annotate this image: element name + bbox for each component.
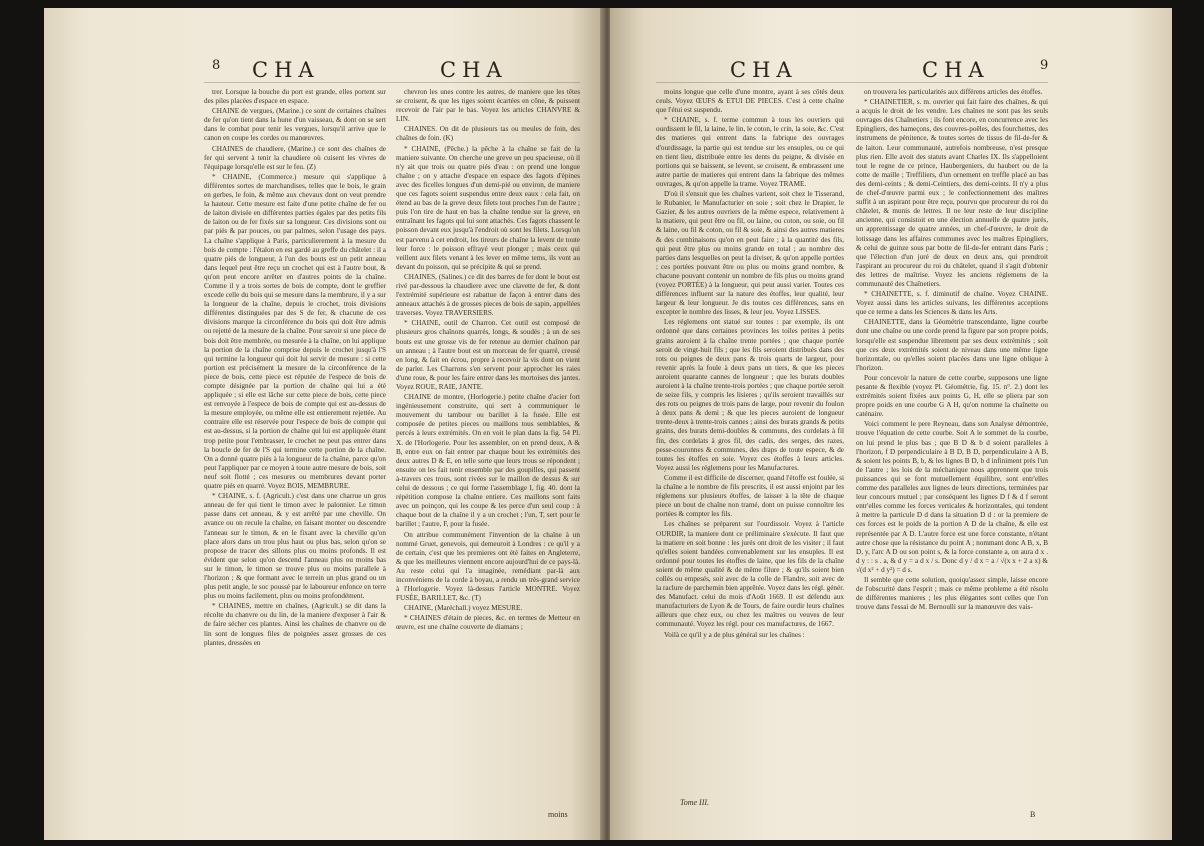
catchword: B	[1030, 810, 1036, 819]
article-paragraph: * CHAINES d'étain de pieces, &c. en termes de Metteur en œuvre, est une chaîne couverte de diamans ;	[396, 614, 580, 632]
page-number: 8	[212, 58, 221, 73]
article-paragraph: * CHAINE, (Commerce.) mesure qui s'applique à différentes sortes de marchandises, telles que le bois, le grain en gerbes, le foin, & même aux chevaux dont on veut prendre la hauteur. Cette mesure est faite d'une petite chaîne de fer ou de laiton divisée en différentes parties égales par des petits fils de laiton ou de fer fixés sur sa longueur. Ces divisions sont ou par piés & par pouces, ou par palmes, selon l'usage des pays. La chaîne s'applique à Paris, particulierement à la mesure du bois de compte : l'étalon en est gardé au greffe du châtelet : il a quatre piés de longueur, à l'un des bouts est un petit anneau dans lequel peut être reçu un crochet qui est à l'autre bout, & qu'on peut encore arrêter en d'autres points de la chaîne. Comme il y a trois sortes de bois de compte, dont le greffier excede celle du bois qui se mesure dans la membrure, il y a sur la longueur de la chaîne, depuis le crochet, trois divisions différentes distinguées par des S de fer, & chacune de ces divisions marque la circonférence du bois qui doit être admis ou rejetté de la mesure de la chaîne. Pour savoir si une piece de bois doit être membrée, ou mesurée à la chaîne, on lui applique la portion de la chaîne comprise depuis le crochet jusqu'à l'S qui termine la longueur qui doit lui servir de mesure : si cette portion est précisément la mesure de la circonférence de la piece de bois, cette piece est réputée de l'espece de bois de compte désignée par la portion de chaîne qui lui a été appliquée ; si elle est lâche sur cette piece de bois, cette piece est renvoyée à l'espece de bois de compte qui est au-dessus de la mesure employée, ou même elle est entierement rejettée. Au contraire elle est réservée pour l'espece de bois de compte qui est au-dessus, si la portion de chaîne qui lui est appliquée étant trop petite pour l'embrasser, le crochet ne peut pas entrer dans la boucle de fer de l'S qui termine cette portion de la chaîne. On a donné quatre piés à la longueur de la chaîne, parce qu'on peut l'appliquer par ce moyen à toute autre mesure de bois, soit neuf soit flotté ; ces mesures ou membrures devant porter quatre piés en quarré. Voyez BOIS, MEMBRURE.	[204, 172, 386, 491]
article-paragraph: CHAINE de vergues, (Marine.) ce sont de certaines chaînes de fer qu'on tient dans la hune d'un vaisseau, & dont on se sert dans le combat pour tenir les vergues, lorsqu'il arrive que le canon en coupe les cordes ou manœuvres.	[204, 107, 386, 143]
header-rule	[656, 82, 1048, 83]
article-paragraph: * CHAINETTE, s. f. diminutif de chaîne. Voyez CHAINE. Voyez aussi dans les articles suivans, les différentes acceptions que ce terme a dans les Sciences & dans les Arts.	[856, 290, 1048, 317]
article-paragraph: Pour concevoir la nature de cette courbe, supposons une ligne pesante & flexible (voyez Pl. Géométrie, fig. 15. n°. 2.) dont les extrémités soient fixées aux points G, H, elle se pliera par son propre poids en une courbe G A H, qu'on nomme la chaînette ou caténaire.	[856, 373, 1048, 419]
article-paragraph: chevron les unes contre les autres, de maniere que les têtes se croisent, & que les tiges soient écartées en cône, & puissent recevoir de l'air par le bas. Voyez les articles CHANVRE & LIN.	[396, 88, 580, 124]
text-column-left	[204, 88, 386, 808]
article-paragraph: CHAINES. On dit de plusieurs tas ou meules de foin, des chaînes de foin. (K)	[396, 125, 580, 143]
running-head-right: CHA	[440, 58, 508, 82]
article-paragraph: * CHAINE, (Pêche.) la pêche à la chaîne se fait de la maniere suivante. On cherche une greve un peu spacieuse, où il n'y ait que trois ou quatre piés d'eau : on prend une longue chaîne ; on y attache d'espace en espace des fagots d'épines avec des ficelles longues d'un demi-pié ou environ, de maniere que ces fagots soient suspendus entre deux eaux : cela fait, on étend au bas de la greve deux filets tout proches l'un de l'autre ; puis l'on tire de haut en bas la chaîne tendue sur la greve, en entraînant les fagots qui lui sont attachés. Ces fagots chassent le poisson devant eux jusqu'à l'endroit où sont les filets. Lorsqu'on est parvenu à cet endroit, les tireurs de chaîne la levent de toute leur force : le poisson effrayé veut plonger ; mais ceux qui veillent aux filets venant à les lever en même tems, ils vont au devant du poisson, qui se précipite & qui se prend.	[396, 144, 580, 271]
article-paragraph: CHAINES de chaudiere, (Marine.) ce sont des chaînes de fer qui servent à tenir la chaudiere où cuisent les vivres de l'équipage lorsqu'elle est sur le feu. (Z)	[204, 144, 386, 171]
text-column-right	[856, 88, 1048, 808]
article-paragraph: CHAINETTE, dans la Géométrie transcendante, ligne courbe dont une chaîne ou une corde prend la figure par son propre poids, lorsqu'elle est suspendue librement par ses deux extrémités ; soit que ces deux extrémités soient de niveau dans une même ligne horizontale, ou qu'elles soient placées dans une ligne oblique à l'horizon.	[856, 318, 1048, 372]
right-page	[610, 8, 1172, 840]
text-column-left	[656, 88, 844, 794]
running-head-right: CHA	[922, 58, 990, 82]
volume-signature: Tome III.	[680, 798, 710, 807]
article-paragraph: moins longue que celle d'une montre, ayant à ses côtés deux ceuls. Voyez ŒUFS & ETUI DE PIECES. C'est à cette chaîne que l'étui est suspendu.	[656, 88, 844, 115]
catchword: moins	[548, 810, 568, 819]
text-column-right	[396, 88, 580, 808]
article-paragraph: Il semble que cette solution, quoiqu'assez simple, laisse encore de l'obscurité dans l'esprit ; mais ce même probleme a été résolu de différentes manieres ; les plus élégantes sont celles que l'on trouve dans l'essai de M. Bernoulli sur la manœuvre des vais-	[856, 575, 1048, 612]
article-paragraph: D'où il s'ensuit que les chaînes varient, soit chez le Tisserand, le Rubanier, le Manufacturier en soie ; soit chez le Drapier, le Gazier, & les autres ouvriers de la même espece, relativement à la matiere, qui peut être ou fil, ou laine, ou coton, ou soie, ou fil & laine, ou fil & coton, ou fil & soie, & ainsi des autres matieres & des combinaisons qu'on en peut faire ; à la quantité des fils, qui peut être plus ou moins grande en total ; au nombre des parties dans lesquelles on peut la diviser, & qu'on appelle portées ; ces portées pouvant être ou plus ou moins grand nombre, & chacune pouvant contenir un nombre de fils plus ou moins grand (voyez PORTÉE) à la longueur, qui peut aussi varier. Toutes ces différences influent sur la nature des étoffes, leur qualité, leur largeur & leur longueur. Je dis toutes ces différences, sans en excepter le nombre des lisses, & leur jeu. Voyez LISSES.	[656, 190, 844, 317]
article-paragraph: CHAINES, (Salines.) ce dit des barres de fer dont le bout est rivé par-dessous la chaudiere avec une clavette de fer, & dont l'extrémité supérieure est rabattue de façon à entrer dans des anneaux attachés à de grosses pieces de bois de sapin, appellées traverses. Voyez TRAVERSIERS.	[396, 272, 580, 318]
article-paragraph: Les réglemens ont statué sur toutes : par exemple, ils ont ordonné que dans certaines provinces les toiles petites à petits grains auroient à la chaîne trente portées ; que chaque portée seroit de vingt-huit fils ; que les fils seroient distribués dans des rots ou peignes de deux pans & trois quarts de largeur, pour revenir après la foule à deux pans un tiers, & que les pieces auroient quarante cannes de longueur ; que les burats doubles auroient à la chaîne trente-trois portées ; que chaque portée seroit de seize fils, y compris les lisieres ; qu'ils seroient travaillés sur des rots ou peignes de trois pans de large, pour revenir du foulon à deux pans & demi ; & que les pieces auroient de longueur trente-deux à trente-trois cannes ; ainsi des burats grands & petits grains, des burats demi-doubles & communs, des cordelats à fil fin, des cordelats à gros fil, des cadis, des serges, des razes, pesse-couronnes & communes, des draps de toute espece, & de toutes les étoffes en soie. Voyez ces étoffes à leurs articles. Voyez aussi les réglemens pour les Manufactures.	[656, 318, 844, 472]
article-paragraph: CHAINE, (Maréchall.) voyez MESURE.	[404, 604, 523, 613]
article-paragraph: CHAINE de montre, (Horlogerie.) petite chaîne d'acier fort ingénieusement construite, qui sert à communiquer le mouvement du tambour ou barillet à la fusée. Elle est composée de petites pieces ou maillons tous semblables, & percés à leurs extrémités. On en voit le plan dans la fig. 54 Pl. X. de l'Horlogerie. Pour les assembler, on en prend deux, A & B, entre eux on fait entrer par chaque bout les extrémités des deux autres D & E, en telle sorte que leurs trous se répondent ; ensuite on les fait tenir ensemble par des goupilles, qui passent à-travers ces trous, sont rivées sur le maillon de dessus & sur celui de dessous ; ce qui forme l'assemblage I, fig. 40. dont la répétition compose la chaîne entiere. Ces maillons sont faits avec un poinçon, qui les coupe & les perce d'un seul coup : à chaque bout de la chaîne il y a un crochet ; l'un, T, sert pour le barillet ; l'autre, F, pour la fusée.	[396, 393, 580, 529]
article-paragraph: Comme il est difficile de discerner, quand l'étoffe est foulée, si la chaîne a le nombre de fils prescrits, il est aussi enjoint par les réglemens sur plusieurs étoffes, de laisser à la tête de chaque piece un bout de chaîne non tramé, dont on puisse connoître les portées & compter les fils.	[656, 473, 844, 519]
article-paragraph: trer. Lorsque la bouche du port est grande, elles portent sur des piles placées d'espace en espace.	[204, 88, 386, 106]
article-paragraph: * CHAINE, outil de Charron. Cet outil est composé de plusieurs gros chaînons quarrés, longs, & soudés ; à un de ses bouts est une grosse vis de fer retenue au dernier chaînon par un anneau ; à l'autre bout est un morceau de fer quarré, creusé en long, & fait en écrou, propre à recevoir la vis dont on vient de parler. Les Charrons s'en servent pour approcher les raies d'une roue, & pour les faire entrer dans les mortoises des jantes. Voyez ROUE, RAIE, JANTE.	[396, 319, 580, 391]
article-paragraph: * CHAINE, s. f. terme commun à tous les ouvriers qui ourdissent le fil, la laine, le lin, le coton, le crin, la soie, &c. C'est des matieres qui entrent dans la fabrique des ouvrages d'ourdissage, la partie qui est tendue sur les ensuples, ou ce qui en tient lieu, distribuée entre les dents du peigne, & divisée en portions qui se baissent, se levent, se croisent, & embrassent une autre partie de matieres qui entrent dans la fabrique des mêmes ouvrages, & qu'on appelle la trame. Voyez TRAME.	[656, 116, 844, 188]
article-paragraph: * CHAINETIER, s. m. ouvrier qui fait faire des chaînes, & qui a acquis le droit de les vendre. Les chaînes ne sont pas les seuls ouvrages des Chaînetiers ; ils font encore, en concurrence avec les Epingliers, des hameçons, des couvres-poêles, des fourchettes, des instrumens de pénitence, & toutes sortes de tissus de fil-de-fer & de laiton. Leur communauté, autrefois nombreuse, n'est presque plus rien. Elle avoit des statuts avant Charles IX. Ils s'appelloient tout le regne de ce prince, Haubergeniers, du haubert ou de la cotte de maille ; Treffiliers, d'un ornement en treffle placé au bas des demi-ceints ; & demi-Ceintiers, des demi-ceints. Il n'y a plus de chef-d'œuvre parmi eux ; le confectionnement des maîtres suffit à un aspirant pour être reçu, pourvu que procureur du roi du châtelet, & munis de lettres. Il ne leur reste de leur discipline ancienne, qui consistoit en une élection annuelle de quatre jurés, un apprentissage de quatre années, un chef-d'œuvre, le droit de lotissage dans les affaires communes avec les maîtres Epingliers, & celui de guinze sous par botte de fil-de-fer entrant dans Paris ; que l'élection d'un juré de deux en deux ans, qui prendroit l'aspirant au procureur du roi du châtelet, quand il s'agit d'obtenir des lettres de maîtrise. Voyez les anciens réglemens de la communauté des Chaînetiers.	[856, 98, 1048, 288]
article-paragraph: Les chaînes se préparent sur l'ourdissoir. Voyez à l'article OURDIR, la maniere dont ce préliminaire s'exécute. Il faut que la matiere en soit bonne : les jurés ont droit de les visiter ; il faut qu'elles soient bandées convenablement sur les ensuples. Il est ordonné pour toutes les étoffes de laine, que les fils de la chaîne soient de même qualité & de même filure ; & qu'ils soient bien collés ou empesés, soit avec de la colle de Flandre, soit avec de la raclure de parchemin bien apprêtée. Voyez dans les régl. génér. des Manufact. celui du mois d'Août 1669. Il est défendu aux manufacturiers de Lyon & de Tours, de faire ourdir leurs chaînes ailleurs que chez eux, ou chez les maîtres ou veuves de leur communauté. Voyez les régl. pour ces manufactures, de 1667.	[656, 520, 844, 629]
article-paragraph: * CHAINE, s. f. (Agricult.) c'est dans une charrue un gros anneau de fer qui tient le timon avec le palonnier. Le timon passe dans cet anneau, & y est arrêté par une cheville. On avance ou on recule la chaîne, en faisant monter ou descendre l'anneau sur le timon, & en le fixant avec la cheville qu'on place alors dans un trou plus haut ou plus bas, selon qu'on se propose de tracer des sillons plus ou moins profonds. Il est évident que selon qu'on descend l'anneau plus ou moins bas sur le timon, le timon se trouve plus ou moins parallele à l'horizon ; & que formant avec le terrein un plus grand ou un plus petit angle, le soc poussé par le laboureur enfonce en terre plus ou moins facilement, plus ou moins profondément.	[204, 492, 386, 601]
article-paragraph: Voici comment le pere Reyneau, dans son Analyse démontrée, trouve l'équation de cette courbe. Soit A le sommet de la courbe, on lui prend le plus bas ; que B D & b d soient paralleles à l'horizon, f D perpendiculaire à B D, B D, perpendiculaire à A B, & soient les points B, b, & les lignes B D, b d infiniment près l'un de l'autre ; les lois de la méchanique nous apprennent que trois puissances qui se font mutuellement équilibre, sont entr'elles comme des paralleles aux lignes de leurs directions, terminées par leur concours mutuel ; par conséquent les lignes D f & d f seront entr'elles comme les forces verticales & horizontales, qui tendent à mettre la particule D d dans la situation D d : or la premiere de ces forces est le poids de la portion A D de la chaîne, & elle est représentée par A D. L'autre force est une force constante, n'étant autre chose que la résistance du point A ; nommant donc A B, x, B D, y, l'arc A D ou son point s, & la force constante a, on aura d x . d y : : s . a, & d y = a d x / s. Donc d y / d x = a / √(x x + 2 a x) & √(d x² + d y²) = d s.	[856, 420, 1048, 574]
article-paragraph: Voilà ce qu'il y a de plus général sur les chaînes :	[664, 630, 805, 639]
left-page	[44, 8, 604, 840]
running-head-left: CHA	[252, 58, 320, 82]
page-number: 9	[1040, 58, 1049, 73]
article-paragraph: On attribue communément l'invention de la chaîne à un nommé Gruet, genevois, qui demeuroit à Londres : ce qu'il y a de certain, c'est que les premieres ont été faites en Angleterre, & que les meilleures viennent encore aujourd'hui de ce pays-là. Au reste celui qui l'a imaginée, remédiant par-là aux inconvéniens de la corde à boyau, a rendu un très-grand service à l'Horlogerie. Voyez là-dessus l'article MONTRE. Voyez FUSÉE, BARILLET, &c. (T)	[396, 530, 580, 603]
article-paragraph: on trouvera les particularités aux différens articles des étoffes.	[864, 88, 1043, 96]
running-head-left: CHA	[730, 58, 798, 82]
header-rule	[204, 82, 580, 83]
article-paragraph: * CHAINES, mettre en chaînes, (Agricult.) se dit dans la récolte du chanvre ou du lin, de la maniere d'exposer à l'air & de faire sécher ces plantes. Ainsi les chaînes de chanvre ou de lin sont de longues files de poignées assez grosses de ces plantes, dressées en	[204, 602, 386, 647]
open-book	[44, 8, 1172, 840]
